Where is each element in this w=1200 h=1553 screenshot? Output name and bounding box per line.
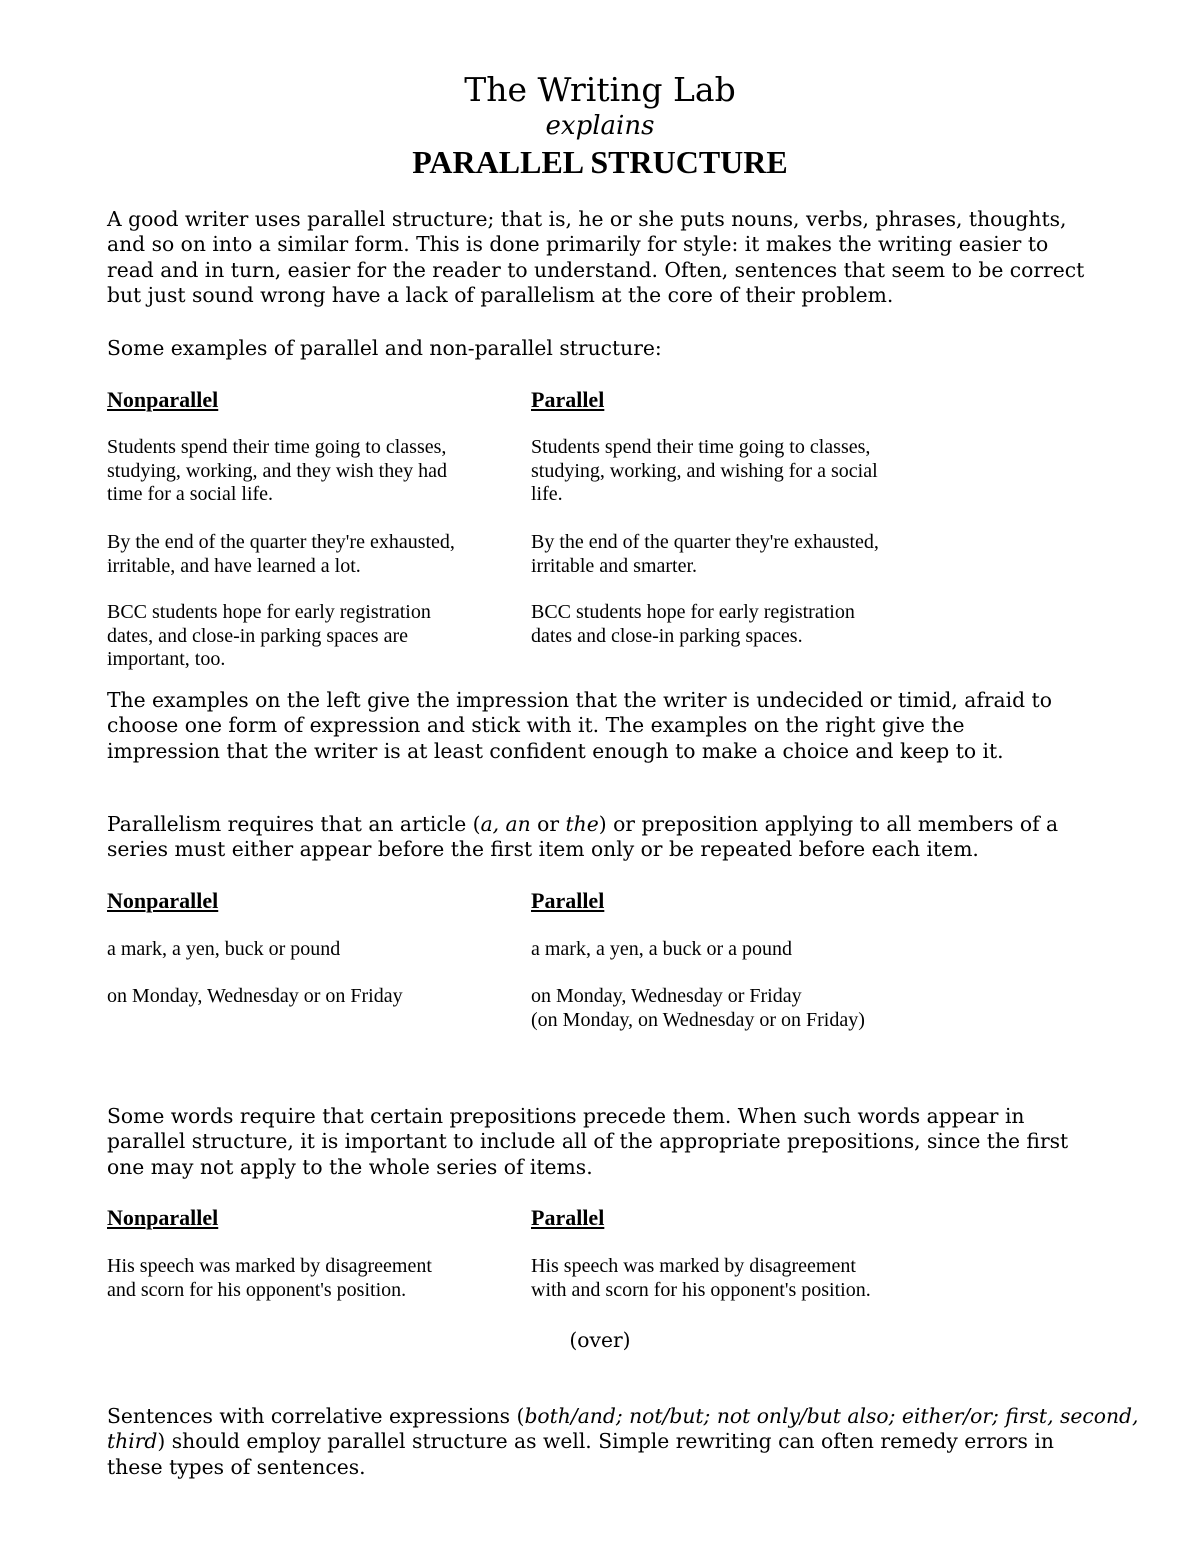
- example-line: with and scorn for his opponent's position.: [531, 1278, 871, 1301]
- section1-example3-nonparallel: [107, 601, 517, 672]
- section1-example1-nonparallel: [107, 436, 517, 507]
- section4-line1: [107, 1404, 1139, 1429]
- section4-paragraph: [107, 1404, 1139, 1480]
- section2-nonparallel-heading: Nonparallel: [107, 888, 219, 913]
- intro-line: A good writer uses parallel structure; that is, he or she puts nouns, verbs, phrases, thoughts,: [107, 207, 1067, 231]
- explanation-line: The examples on the left give the impression that the writer is undecided or timid, afraid to: [107, 688, 1052, 712]
- intro-line: read and in turn, easier for the reader to understand. Often, sentences that seem to be correct: [107, 257, 1085, 282]
- intro-line: and so on into a similar form. This is done primarily for style: it makes the writing easier to: [107, 232, 1049, 257]
- section1-parallel-heading: Parallel: [531, 387, 605, 412]
- section3-intro-line: one may not apply to the whole series of items.: [107, 1154, 593, 1179]
- intro-emphasis: the: [565, 812, 599, 836]
- example-line: (on Monday, on Wednesday or on Friday): [531, 1008, 865, 1031]
- over-note: (over): [569, 1328, 631, 1352]
- example-line: BCC students hope for early registration: [531, 601, 855, 623]
- example-line: studying, working, and wishing for a social: [531, 459, 878, 482]
- section3-example1-nonparallel: [107, 1255, 517, 1302]
- example-line: irritable, and have learned a lot.: [107, 554, 361, 577]
- example-line: BCC students hope for early registration: [107, 601, 431, 623]
- section1-example2-nonparallel: [107, 531, 517, 578]
- intro-text: ) or preposition applying to all members of a: [598, 812, 1059, 836]
- section3-intro: [107, 1104, 1097, 1180]
- section4-text: Sentences with correlative expressions (: [107, 1404, 525, 1428]
- example-line: time for a social life.: [107, 483, 274, 505]
- section1-example1-parallel: [531, 436, 941, 507]
- section3-example1-parallel: [531, 1255, 941, 1302]
- section4-emphasis: third: [107, 1429, 158, 1454]
- section3-intro-line: Some words require that certain prepositions precede them. When such words appear in: [107, 1104, 1025, 1128]
- example-line: important, too.: [107, 648, 226, 670]
- section1-example3-parallel: [531, 601, 941, 648]
- example-line: on Monday, Wednesday or Friday: [531, 985, 802, 1007]
- intro-text: Parallelism requires that an article (: [107, 812, 481, 836]
- example-line: Students spend their time going to classes,: [107, 436, 447, 458]
- example-line: dates, and close-in parking spaces are: [107, 624, 408, 647]
- document-subtitle: explains: [545, 111, 655, 141]
- example-line: a mark, a yen, buck or pound: [107, 938, 341, 960]
- section2-intro-line2: series must either appear before the first item only or be repeated before each item.: [107, 837, 979, 862]
- section3-parallel-heading: Parallel: [531, 1205, 605, 1230]
- example-line: and scorn for his opponent's position.: [107, 1278, 407, 1301]
- intro-text: or: [530, 812, 566, 836]
- section4-emphasis: both/and; not/but; not only/but also; either/or; first, second,: [524, 1404, 1139, 1428]
- section4-line3: these types of sentences.: [107, 1454, 366, 1479]
- example-line: By the end of the quarter they're exhausted,: [531, 531, 879, 553]
- explanation-line: impression that the writer is at least confident enough to make a choice and keep to it.: [107, 738, 1004, 763]
- section2-parallel-heading: Parallel: [531, 888, 605, 913]
- document-heading: PARALLEL STRUCTURE: [412, 144, 788, 180]
- example-line: dates and close-in parking spaces.: [531, 624, 803, 647]
- example-line: studying, working, and they wish they had: [107, 459, 447, 482]
- example-line: By the end of the quarter they're exhausted,: [107, 531, 455, 553]
- examples-intro: [107, 336, 1097, 361]
- section4-line2: [107, 1429, 1097, 1454]
- section1-example2-parallel: [531, 531, 941, 578]
- example-line: a mark, a yen, a buck or a pound: [531, 938, 793, 960]
- section2-example2-parallel: [531, 985, 941, 1032]
- examples-intro-text: Some examples of parallel and non-parallel structure:: [107, 336, 662, 360]
- section2-intro-line1: [107, 812, 1097, 837]
- intro-line: but just sound wrong have a lack of parallelism at the core of their problem.: [107, 282, 894, 307]
- section2-example1-parallel: [531, 938, 941, 962]
- example-line: His speech was marked by disagreement: [531, 1255, 856, 1277]
- section1-nonparallel-heading: Nonparallel: [107, 387, 219, 412]
- section3-nonparallel-heading: Nonparallel: [107, 1205, 219, 1230]
- section1-explanation: [107, 688, 1097, 764]
- intro-paragraph: [107, 207, 1097, 308]
- section4-text: ) should employ parallel structure as well. Simple rewriting can often remedy errors in: [157, 1429, 1054, 1454]
- example-line: irritable and smarter.: [531, 554, 698, 577]
- example-line: on Monday, Wednesday or on Friday: [107, 985, 403, 1007]
- example-line: His speech was marked by disagreement: [107, 1255, 432, 1277]
- explanation-line: choose one form of expression and stick with it. The examples on the right give the: [107, 713, 965, 738]
- section2-intro: [107, 812, 1097, 863]
- section2-example2-nonparallel: [107, 985, 517, 1009]
- example-line: life.: [531, 483, 563, 505]
- example-line: Students spend their time going to classes,: [531, 436, 871, 458]
- section2-example1-nonparallel: [107, 938, 517, 962]
- section3-intro-line: parallel structure, it is important to include all of the appropriate prepositions, since the first: [107, 1129, 1069, 1154]
- document-title: The Writing Lab: [464, 70, 736, 109]
- intro-emphasis: a, an: [480, 812, 531, 836]
